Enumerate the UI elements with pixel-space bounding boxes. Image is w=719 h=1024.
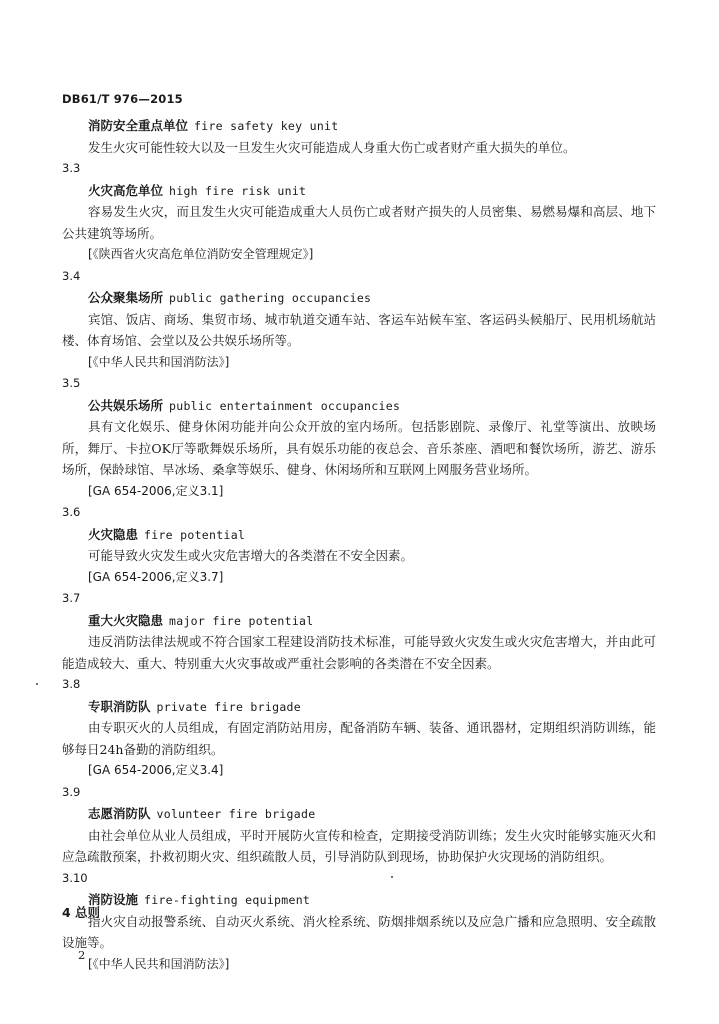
term-heading [62, 524, 656, 546]
term-entry [62, 158, 656, 266]
term-source: [《中华人民共和国消防法》] [88, 956, 230, 971]
term-english: fire potential [144, 527, 246, 542]
section-heading: 4 总则 [62, 905, 101, 920]
term-definition: 由专职灭火的人员组成，有固定消防站用房，配备消防车辆、装备、通讯器材，定期组织消防训练，能够每日24h备勤的消防组织。 [62, 720, 656, 757]
term-english: volunteer fire brigade [156, 807, 316, 821]
term-number: 3.6 [62, 505, 81, 519]
term-chinese: 重大火灾隐患 [88, 612, 164, 628]
page-number: 2 [78, 948, 86, 962]
term-chinese: 志愿消防队 [88, 806, 151, 821]
term-heading [62, 803, 656, 825]
term-entry [62, 674, 656, 782]
term-chinese: 公共娱乐场所 [88, 397, 164, 413]
term-entry [62, 588, 656, 674]
term-english: major fire potential [169, 613, 314, 628]
term-entry [62, 266, 656, 374]
term-heading [62, 287, 656, 309]
term-chinese: 公众聚集场所 [88, 290, 164, 305]
term-number: 3.4 [62, 268, 81, 283]
scan-speck [36, 683, 38, 685]
term-definition: 发生火灾可能性较大以及一旦发生火灾可能造成人身重大伤亡或者财产重大损失的单位。 [88, 139, 576, 155]
term-source: [《中华人民共和国消防法》] [88, 354, 230, 369]
term-definition: 宾馆、饭店、商场、集贸市场、城市轨道交通车站、客运车站候车室、客运码头候船厅、民用机场航站楼、体育场馆、会堂以及公共娱乐场所等。 [62, 311, 656, 348]
term-definition: 违反消防法律法规或不符合国家工程建设消防技术标准，可能导致火灾发生或火灾危害增大，并由此可能造成较大、重大、特别重大火灾事故或严重社会影响的各类潜在不安全因素。 [62, 634, 656, 671]
term-definition: 由社会单位从业人员组成，平时开展防火宣传和检查，定期接受消防训练；发生火灾时能够实施灭火和应急疏散预案，扑救初期火灾、组织疏散人员，引导消防队到现场，协助保护火灾现场的消防组织。 [62, 827, 656, 864]
term-source: [《陕西省火灾高危单位消防安全管理规定》] [88, 247, 314, 261]
term-number: 3.7 [62, 591, 81, 605]
term-number: 3.8 [62, 677, 81, 691]
term-number: 3.3 [62, 161, 81, 175]
term-english: public gathering occupancies [169, 291, 372, 305]
term-english: fire safety key unit [194, 119, 339, 133]
term-source: [GA 654-2006,定义3.1] [88, 483, 224, 498]
term-number: 3.5 [62, 376, 81, 390]
term-heading [62, 696, 656, 718]
term-chinese: 消防设施 [88, 892, 139, 907]
term-definition: 具有文化娱乐、健身休闲功能并向公众开放的室内场所。包括影剧院、录像厅、礼堂等演出、放映场所，舞厅、卡拉OK厅等歌舞娱乐场所，具有娱乐功能的夜总会、音乐茶座、酒吧和餐饮场所，游艺、游乐场所，保龄球馆、旱冰场、桑拿等娱乐、健身、休闲场所和互联网上网服务营业场所。 [62, 419, 656, 477]
terms-list [62, 115, 656, 975]
term-entry [62, 373, 656, 502]
document-code: DB61/T 976—2015 [62, 92, 183, 106]
term-heading [62, 395, 656, 417]
term-chinese: 火灾高危单位 [88, 182, 164, 198]
term-definition: 容易发生火灾，而且发生火灾可能造成重大人员伤亡或者财产损失的人员密集、易燃易爆和高层、地下公共建筑等场所。 [62, 204, 656, 241]
scan-speck [391, 876, 393, 878]
term-definition: 指火灾自动报警系统、自动灭火系统、消火栓系统、防烟排烟系统以及应急广播和应急照明、安全疏散设施等。 [62, 913, 656, 950]
term-heading [62, 180, 656, 202]
term-heading [62, 889, 656, 911]
term-english: private fire brigade [156, 699, 301, 714]
term-english: high fire risk unit [169, 183, 307, 198]
term-entry [62, 115, 656, 158]
term-chinese: 消防安全重点单位 [88, 118, 189, 133]
term-english: public entertainment occupancies [169, 398, 401, 413]
term-number: 3.10 [62, 870, 88, 885]
term-entry [62, 868, 656, 976]
term-source: [GA 654-2006,定义3.7] [88, 569, 224, 584]
term-definition: 可能导致火灾发生或火灾危害增大的各类潜在不安全因素。 [88, 548, 414, 563]
term-entry [62, 782, 656, 868]
term-source: [GA 654-2006,定义3.4] [88, 763, 224, 777]
term-heading [62, 115, 656, 137]
term-chinese: 火灾隐患 [88, 526, 139, 542]
term-chinese: 专职消防队 [88, 698, 151, 714]
term-number: 3.9 [62, 784, 81, 799]
term-heading [62, 610, 656, 632]
term-english: fire-fighting equipment [144, 893, 311, 907]
term-entry [62, 502, 656, 588]
